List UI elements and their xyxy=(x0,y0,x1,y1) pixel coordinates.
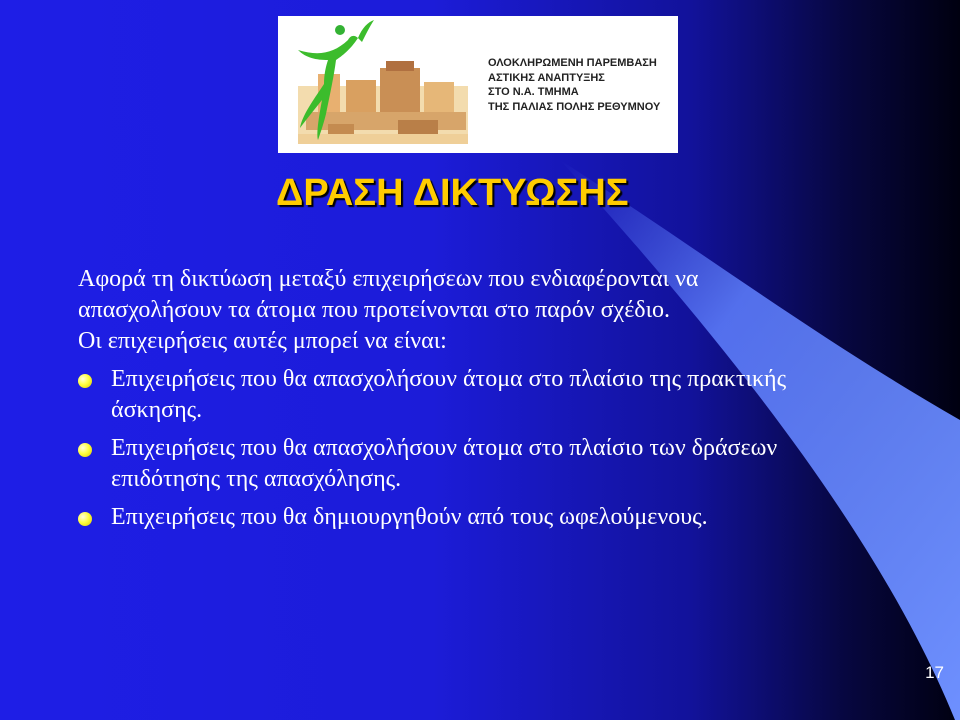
bullet-text: Επιχειρήσεις που θα δημιουργηθούν από τους ωφελούμενους. xyxy=(111,504,708,530)
logo-line: ΤΗΣ ΠΑΛΙΑΣ ΠΟΛΗΣ ΡΕΘΥΜΝΟΥ xyxy=(488,100,661,113)
bullet-text: Επιχειρήσεις που θα απασχολήσουν άτομα στο πλαίσιο της πρακτικής άσκησης. xyxy=(111,366,787,423)
bullet-dot-icon xyxy=(78,443,92,457)
bullet-text: Επιχειρήσεις που θα απασχολήσουν άτομα στο πλαίσιο των δράσεων επιδότησης της απασχόλησης. xyxy=(111,435,778,492)
bullet-item xyxy=(78,433,838,495)
intro-paragraph: Αφορά τη δικτύωση μεταξύ επιχειρήσεων που ενδιαφέρονται να απασχολήσουν τα άτομα που προτείνονται στο παρόν σχέδιο. xyxy=(78,266,699,323)
bullet-list xyxy=(78,364,838,533)
slide-body xyxy=(78,264,838,540)
green-figure-old-town-icon xyxy=(278,16,468,153)
logo-line: ΟΛΟΚΛΗΡΩΜΕΝΗ ΠΑΡΕΜΒΑΣΗ xyxy=(488,57,657,69)
intro-paragraph-2: Οι επιχειρήσεις αυτές μπορεί να είναι: xyxy=(78,328,447,354)
bullet-item xyxy=(78,502,838,533)
bullet-item xyxy=(78,364,838,426)
logo-line: ΑΣΤΙΚΗΣ ΑΝΑΠΤΥΞΗΣ xyxy=(488,71,605,84)
slide-title: ΔΡΑΣΗ ΔΙΚΤΥΩΣΗΣ xyxy=(276,172,629,214)
logo-text xyxy=(488,56,674,114)
bullet-dot-icon xyxy=(78,512,92,526)
logo xyxy=(278,16,678,153)
bullet-dot-icon xyxy=(78,374,92,388)
logo-line: ΣΤΟ Ν.Α. ΤΜΗΜΑ xyxy=(488,86,579,98)
page-number: 17 xyxy=(925,663,944,682)
